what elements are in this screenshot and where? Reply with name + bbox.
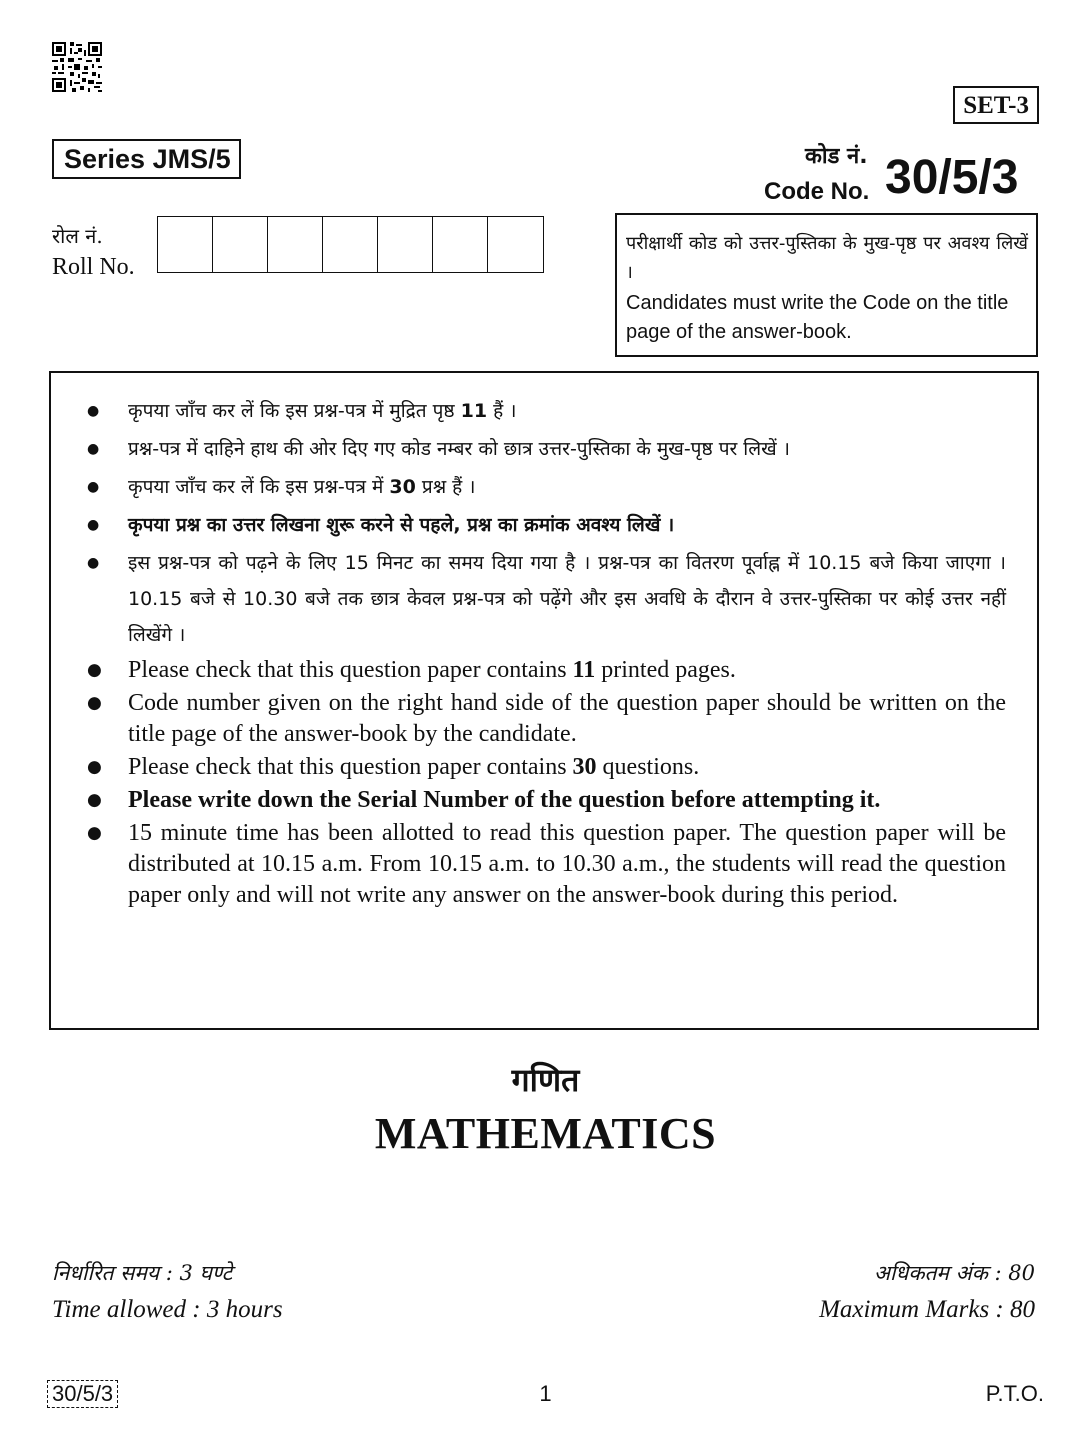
roll-number-box[interactable] <box>213 217 268 272</box>
qr-code <box>52 42 102 92</box>
instruction-item <box>87 752 1006 783</box>
instruction-text: 15 minute time has been allotted to read this question paper. The question paper will be distributed at 10.15 a.m. From 10.15 a.m. to 10.30 a.m., the students will read the question paper only and will not write any answer on the answer-book during this period. <box>128 820 1006 908</box>
footer-code: 30/5/3 <box>47 1380 118 1408</box>
bullet-icon: ● <box>87 403 100 419</box>
instruction-item <box>87 507 1006 543</box>
roll-number-box[interactable] <box>488 217 543 272</box>
roll-number-box[interactable] <box>158 217 213 272</box>
bullet-icon: ● <box>87 757 102 777</box>
code-label-english: Code No. <box>764 178 870 205</box>
instruction-text: प्रश्न-पत्र में दाहिने हाथ की ओर दिए गए कोड नम्बर को छात्र उत्तर-पुस्तिका के मुख-पृष्ठ पर लिखें । <box>128 438 790 460</box>
instructions-box <box>49 371 1039 1030</box>
instruction-text: Please check that this question paper contains <box>128 657 573 683</box>
maximum-marks-english: Maximum Marks : 80 <box>819 1296 1035 1323</box>
time-allowed-hindi: निर्धारित समय : 3 घण्टे <box>52 1261 233 1285</box>
code-notice-english: Candidates must write the Code on the title page of the answer-book. <box>626 292 1009 343</box>
instruction-item <box>87 393 1006 429</box>
instruction-number: 11 <box>460 400 488 422</box>
code-notice-hindi: परीक्षार्थी कोड को उत्तर-पुस्तिका के मुख-पृष्ठ पर अवश्य लिखें । <box>626 233 1028 283</box>
roll-number-box[interactable] <box>268 217 323 272</box>
code-number: 30/5/3 <box>885 151 1019 204</box>
instruction-item <box>87 818 1006 911</box>
instruction-text: Please check that this question paper contains <box>128 754 573 780</box>
instruction-number: 30 <box>572 754 597 780</box>
subject-title-hindi: गणित <box>511 1061 580 1099</box>
bullet-icon: ● <box>87 555 100 571</box>
pto-label: P.T.O. <box>985 1381 1044 1406</box>
instruction-item <box>87 655 1006 686</box>
instruction-item <box>87 545 1006 653</box>
roll-number-box[interactable] <box>323 217 378 272</box>
instruction-item <box>87 469 1006 505</box>
code-label-hindi: कोड नं. <box>805 144 868 169</box>
roll-number-box[interactable] <box>433 217 488 272</box>
bullet-icon: ● <box>87 693 102 713</box>
roll-number-box[interactable] <box>378 217 433 272</box>
instruction-item <box>87 785 1006 816</box>
bullet-icon: ● <box>87 441 100 457</box>
instructions-list <box>87 393 1006 911</box>
instruction-text: कृपया प्रश्न का उत्तर लिखना शुरू करने से पहले, प्रश्न का क्रमांक अवश्य लिखें । <box>128 514 675 536</box>
maximum-marks-hindi: अधिकतम अंक : 80 <box>873 1261 1035 1285</box>
time-allowed-english: Time allowed : 3 hours <box>52 1296 283 1323</box>
instruction-text: इस प्रश्न-पत्र को पढ़ने के लिए 15 मिनट का समय दिया गया है । प्रश्न-पत्र का वितरण पूर्वाह्न में 10.15 बजे किया जाएगा । 10.15 बजे से 10.30 बजे तक छात्र केवल प्रश्न-पत्र को पढ़ेंगे और इस अवधि के दौरान वे उत्तर-पुस्तिका पर कोई उत्तर नहीं लिखेंगे । <box>128 552 1006 646</box>
instruction-number: 30 <box>389 476 416 498</box>
instruction-text: हैं । <box>487 400 517 422</box>
instruction-text: Code number given on the right hand side of the question paper should be written on the title page of the answer-book by the candidate. <box>128 690 1006 747</box>
instruction-text: प्रश्न हैं । <box>415 476 476 498</box>
roll-label-hindi: रोल नं. <box>52 224 103 248</box>
instruction-item <box>87 431 1006 467</box>
bullet-icon: ● <box>87 479 100 495</box>
roll-number-boxes[interactable] <box>157 216 544 273</box>
instruction-number: 11 <box>572 657 596 683</box>
bullet-icon: ● <box>87 660 102 680</box>
bullet-icon: ● <box>87 823 102 843</box>
bullet-icon: ● <box>87 790 102 810</box>
code-notice-box <box>615 213 1038 357</box>
page-number: 1 <box>539 1381 552 1406</box>
subject-title-english: MATHEMATICS <box>374 1109 717 1158</box>
instruction-item <box>87 688 1006 750</box>
set-label: SET-3 <box>953 86 1039 124</box>
instruction-text: questions. <box>596 754 700 780</box>
series-label: Series JMS/5 <box>52 139 241 179</box>
instruction-text: कृपया जाँच कर लें कि इस प्रश्न-पत्र में <box>128 476 390 498</box>
instruction-text: कृपया जाँच कर लें कि इस प्रश्न-पत्र में मुद्रित पृष्ठ <box>128 400 461 422</box>
instruction-text: printed pages. <box>595 657 736 683</box>
roll-label-english: Roll No. <box>52 254 135 280</box>
bullet-icon: ● <box>87 517 100 533</box>
instruction-text: Please write down the Serial Number of the question before attempting it. <box>128 787 881 813</box>
